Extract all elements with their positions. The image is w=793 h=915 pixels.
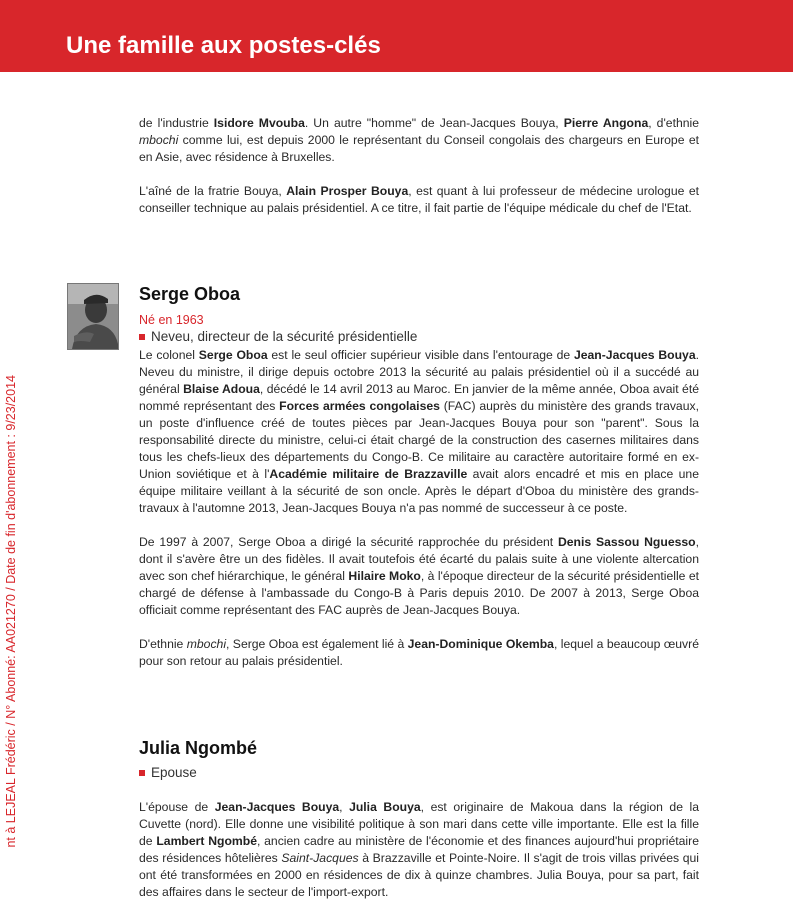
bullet-icon (139, 334, 145, 340)
subscriber-note: nt à LEJEAL Frédéric / N° Abonné: AA021270 / Date de fin d'abonnement : 9/23/2014 (4, 375, 18, 848)
intro-text (139, 115, 699, 217)
intro-paragraph-1: de l'industrie Isidore Mvouba. Un autre "homme" de Jean-Jacques Bouya, Pierre Angona, d'ethnie mbochi comme lui, est depuis 2000 le représentant du Conseil congolais des chargeurs en Europe et en Asie, avec résidence à Bruxelles. (139, 116, 699, 164)
serge-oboa-birth: Né en 1963 (139, 313, 204, 327)
serge-oboa-name: Serge Oboa (139, 284, 241, 304)
serge-oboa-photo (67, 283, 119, 350)
julia-ngombe-role: Epouse (139, 765, 197, 780)
serge-paragraph-2: De 1997 à 2007, Serge Oboa a dirigé la sécurité rapprochée du président Denis Sassou Nguesso, dont il s'avère être un des fidèles. Il avait toutefois été écarté du palais suite à une violente altercation avec son chef hiérarchique, le général Hilaire Moko, à l'époque directeur de la sécurité présidentielle et chargé de défense à l'ambassade du Congo-B à Paris depuis 2010. De 2007 à 2013, Serge Oboa officiait comme représentant des FAC auprès de Jean-Jacques Bouya. (139, 535, 699, 617)
serge-paragraph-1: Le colonel Serge Oboa est le seul officier supérieur visible dans l'entourage de Jean-Jacques Bouya. Neveu du ministre, il dirige depuis octobre 2013 la sécurité au palais présidentiel où il a succédé au général Blaise Adoua, décédé le 14 avril 2013 au Maroc. En janvier de la même année, Oboa avait été nommé représentant des Forces armées congolaises (FAC) auprès du ministère des grands travaux, un poste d'influence créé de toutes pièces par Jean-Jacques Bouya pour son "parent". Sous la responsabilité directe du ministre, celui-ci était chargé de la construction des casernes militaires dans tous les chefs-lieux des départements du Congo-B. Ce militaire au caractère autoritaire formé en ex-Union soviétique et à l'Académie militaire de Brazzaville avait alors encadré et mis en place une équipe militaire veillant à la sécurité de son oncle. Après le départ d'Oboa du ministère des grands-travaux à l'automne 2013, Jean-Jacques Bouya n'a pas nommé de successeur à ce poste. (139, 348, 700, 515)
serge-oboa-role: Neveu, directeur de la sécurité présidentielle (139, 329, 417, 344)
page-title: Une famille aux postes-clés (66, 32, 381, 59)
intro-paragraph-2: L'aîné de la fratrie Bouya, Alain Prosper Bouya, est quant à lui professeur de médecine urologue et conseiller technique au palais présidentiel. A ce titre, il fait partie de l'équipe médicale du chef de l'Etat. (139, 184, 699, 215)
julia-paragraph-1: L'épouse de Jean-Jacques Bouya, Julia Bouya, est originaire de Makoua dans la région de la Cuvette (nord). Elle donne une visibilité politique à son mari dans cette ville importante. Elle est la fille de Lambert Ngombé, ancien cadre au ministère de l'économie et des finances aujourd'hui propriétaire des résidences hôtelières Saint-Jacques à Brazzaville et Pointe-Noire. Il s'agit de trois villas privées qui ont été transformées en 2000 en résidences de dix à quinze chambres. Julia Bouya, pour sa part, fait des affaires dans le secteur de l'import-export. (139, 800, 700, 899)
julia-ngombe-text (139, 799, 699, 901)
header-bar (0, 0, 793, 72)
bullet-icon (139, 770, 145, 776)
serge-paragraph-3: D'ethnie mbochi, Serge Oboa est également lié à Jean-Dominique Okemba, lequel a beaucoup œuvré pour son retour au palais présidentiel. (139, 637, 699, 668)
serge-oboa-text (139, 347, 699, 670)
julia-ngombe-name: Julia Ngombé (139, 738, 258, 758)
